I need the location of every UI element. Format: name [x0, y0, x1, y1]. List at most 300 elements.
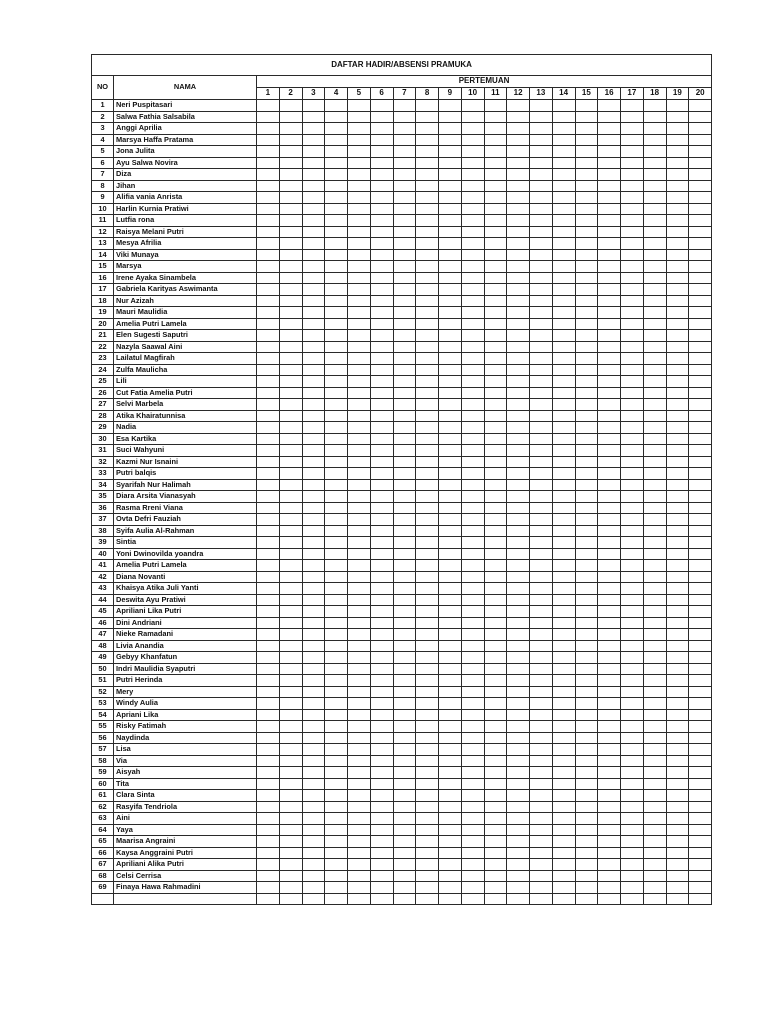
- attendance-cell[interactable]: [302, 859, 325, 871]
- attendance-cell[interactable]: [461, 640, 484, 652]
- attendance-cell[interactable]: [507, 433, 530, 445]
- attendance-cell[interactable]: [598, 859, 621, 871]
- attendance-cell[interactable]: [507, 870, 530, 882]
- attendance-cell[interactable]: [484, 433, 507, 445]
- attendance-cell[interactable]: [416, 686, 439, 698]
- attendance-cell[interactable]: [393, 100, 416, 112]
- attendance-cell[interactable]: [689, 111, 712, 123]
- attendance-cell[interactable]: [279, 640, 302, 652]
- attendance-cell[interactable]: [484, 824, 507, 836]
- attendance-cell[interactable]: [302, 479, 325, 491]
- attendance-cell[interactable]: [621, 318, 644, 330]
- attendance-cell[interactable]: [666, 468, 689, 480]
- attendance-cell[interactable]: [643, 100, 666, 112]
- attendance-cell[interactable]: [666, 732, 689, 744]
- attendance-cell[interactable]: [643, 675, 666, 687]
- attendance-cell[interactable]: [348, 180, 371, 192]
- attendance-cell[interactable]: [643, 790, 666, 802]
- attendance-cell[interactable]: [393, 295, 416, 307]
- attendance-cell[interactable]: [393, 882, 416, 894]
- attendance-cell[interactable]: [461, 560, 484, 572]
- attendance-cell[interactable]: [598, 537, 621, 549]
- attendance-cell[interactable]: [666, 870, 689, 882]
- attendance-cell[interactable]: [416, 318, 439, 330]
- attendance-cell[interactable]: [279, 330, 302, 342]
- attendance-cell[interactable]: [279, 169, 302, 181]
- attendance-cell[interactable]: [461, 525, 484, 537]
- attendance-cell[interactable]: [393, 215, 416, 227]
- attendance-cell[interactable]: [257, 606, 280, 618]
- attendance-cell[interactable]: [325, 755, 348, 767]
- attendance-cell[interactable]: [279, 594, 302, 606]
- attendance-cell[interactable]: [393, 686, 416, 698]
- attendance-cell[interactable]: [598, 606, 621, 618]
- attendance-cell[interactable]: [348, 134, 371, 146]
- attendance-cell[interactable]: [257, 479, 280, 491]
- attendance-cell[interactable]: [575, 709, 598, 721]
- attendance-cell[interactable]: [302, 732, 325, 744]
- attendance-cell[interactable]: [552, 629, 575, 641]
- attendance-cell[interactable]: [439, 410, 462, 422]
- attendance-cell[interactable]: [416, 215, 439, 227]
- attendance-cell[interactable]: [348, 824, 371, 836]
- attendance-cell[interactable]: [439, 583, 462, 595]
- attendance-cell[interactable]: [507, 583, 530, 595]
- attendance-cell[interactable]: [666, 836, 689, 848]
- attendance-cell[interactable]: [689, 525, 712, 537]
- attendance-cell[interactable]: [689, 514, 712, 526]
- attendance-cell[interactable]: [530, 226, 553, 238]
- attendance-cell[interactable]: [461, 364, 484, 376]
- attendance-cell[interactable]: [348, 675, 371, 687]
- attendance-cell[interactable]: [598, 192, 621, 204]
- attendance-cell[interactable]: [689, 778, 712, 790]
- attendance-cell[interactable]: [257, 422, 280, 434]
- attendance-cell[interactable]: [461, 502, 484, 514]
- attendance-cell[interactable]: [257, 652, 280, 664]
- attendance-cell[interactable]: [325, 284, 348, 296]
- attendance-cell[interactable]: [348, 456, 371, 468]
- attendance-cell[interactable]: [507, 157, 530, 169]
- attendance-cell[interactable]: [279, 859, 302, 871]
- attendance-cell[interactable]: [507, 663, 530, 675]
- attendance-cell[interactable]: [552, 399, 575, 411]
- attendance-cell[interactable]: [621, 525, 644, 537]
- attendance-cell[interactable]: [257, 157, 280, 169]
- attendance-cell[interactable]: [461, 203, 484, 215]
- attendance-cell[interactable]: [257, 295, 280, 307]
- attendance-cell[interactable]: [689, 721, 712, 733]
- attendance-cell[interactable]: [484, 445, 507, 457]
- attendance-cell[interactable]: [507, 146, 530, 158]
- attendance-cell[interactable]: [621, 295, 644, 307]
- attendance-cell[interactable]: [416, 652, 439, 664]
- attendance-cell[interactable]: [484, 675, 507, 687]
- attendance-cell[interactable]: [461, 353, 484, 365]
- attendance-cell[interactable]: [666, 410, 689, 422]
- attendance-cell[interactable]: [439, 353, 462, 365]
- attendance-cell[interactable]: [484, 456, 507, 468]
- attendance-cell[interactable]: [257, 387, 280, 399]
- attendance-cell[interactable]: [393, 675, 416, 687]
- attendance-cell[interactable]: [484, 778, 507, 790]
- attendance-cell[interactable]: [484, 698, 507, 710]
- attendance-cell[interactable]: [348, 571, 371, 583]
- attendance-cell[interactable]: [598, 847, 621, 859]
- attendance-cell[interactable]: [598, 157, 621, 169]
- attendance-cell[interactable]: [370, 261, 393, 273]
- attendance-cell[interactable]: [279, 882, 302, 894]
- attendance-cell[interactable]: [552, 180, 575, 192]
- attendance-cell[interactable]: [348, 376, 371, 388]
- attendance-cell[interactable]: [257, 134, 280, 146]
- attendance-cell[interactable]: [461, 767, 484, 779]
- attendance-cell[interactable]: [302, 468, 325, 480]
- attendance-cell[interactable]: [348, 732, 371, 744]
- attendance-cell[interactable]: [530, 192, 553, 204]
- attendance-cell[interactable]: [416, 341, 439, 353]
- attendance-cell[interactable]: [348, 410, 371, 422]
- attendance-cell[interactable]: [370, 732, 393, 744]
- attendance-cell[interactable]: [302, 318, 325, 330]
- attendance-cell[interactable]: [370, 422, 393, 434]
- attendance-cell[interactable]: [552, 709, 575, 721]
- attendance-cell[interactable]: [598, 215, 621, 227]
- attendance-cell[interactable]: [257, 353, 280, 365]
- attendance-cell[interactable]: [302, 801, 325, 813]
- attendance-cell[interactable]: [530, 560, 553, 572]
- attendance-cell[interactable]: [302, 157, 325, 169]
- attendance-cell[interactable]: [461, 571, 484, 583]
- attendance-cell[interactable]: [325, 169, 348, 181]
- attendance-cell[interactable]: [325, 123, 348, 135]
- attendance-cell[interactable]: [461, 376, 484, 388]
- attendance-cell[interactable]: [689, 330, 712, 342]
- attendance-cell[interactable]: [643, 330, 666, 342]
- attendance-cell[interactable]: [484, 203, 507, 215]
- attendance-cell[interactable]: [257, 215, 280, 227]
- attendance-cell[interactable]: [621, 422, 644, 434]
- attendance-cell[interactable]: [666, 387, 689, 399]
- attendance-cell[interactable]: [325, 790, 348, 802]
- attendance-cell[interactable]: [484, 330, 507, 342]
- attendance-cell[interactable]: [598, 261, 621, 273]
- attendance-cell[interactable]: [416, 893, 439, 905]
- attendance-cell[interactable]: [370, 180, 393, 192]
- attendance-cell[interactable]: [348, 249, 371, 261]
- attendance-cell[interactable]: [439, 882, 462, 894]
- attendance-cell[interactable]: [257, 732, 280, 744]
- attendance-cell[interactable]: [325, 364, 348, 376]
- attendance-cell[interactable]: [348, 318, 371, 330]
- attendance-cell[interactable]: [530, 203, 553, 215]
- attendance-cell[interactable]: [348, 514, 371, 526]
- attendance-cell[interactable]: [325, 111, 348, 123]
- attendance-cell[interactable]: [461, 215, 484, 227]
- attendance-cell[interactable]: [325, 663, 348, 675]
- attendance-cell[interactable]: [530, 491, 553, 503]
- attendance-cell[interactable]: [416, 824, 439, 836]
- attendance-cell[interactable]: [530, 732, 553, 744]
- attendance-cell[interactable]: [575, 330, 598, 342]
- attendance-cell[interactable]: [689, 824, 712, 836]
- attendance-cell[interactable]: [279, 870, 302, 882]
- attendance-cell[interactable]: [416, 870, 439, 882]
- attendance-cell[interactable]: [439, 525, 462, 537]
- attendance-cell[interactable]: [666, 249, 689, 261]
- attendance-cell[interactable]: [666, 652, 689, 664]
- attendance-cell[interactable]: [393, 364, 416, 376]
- attendance-cell[interactable]: [370, 560, 393, 572]
- attendance-cell[interactable]: [643, 157, 666, 169]
- attendance-cell[interactable]: [279, 698, 302, 710]
- attendance-cell[interactable]: [530, 525, 553, 537]
- attendance-cell[interactable]: [325, 594, 348, 606]
- attendance-cell[interactable]: [279, 364, 302, 376]
- attendance-cell[interactable]: [621, 617, 644, 629]
- attendance-cell[interactable]: [530, 548, 553, 560]
- attendance-cell[interactable]: [643, 721, 666, 733]
- attendance-cell[interactable]: [439, 652, 462, 664]
- attendance-cell[interactable]: [257, 859, 280, 871]
- attendance-cell[interactable]: [348, 709, 371, 721]
- attendance-cell[interactable]: [325, 847, 348, 859]
- attendance-cell[interactable]: [507, 445, 530, 457]
- attendance-cell[interactable]: [393, 571, 416, 583]
- attendance-cell[interactable]: [575, 594, 598, 606]
- attendance-cell[interactable]: [393, 652, 416, 664]
- attendance-cell[interactable]: [689, 663, 712, 675]
- attendance-cell[interactable]: [325, 870, 348, 882]
- attendance-cell[interactable]: [666, 882, 689, 894]
- attendance-cell[interactable]: [484, 307, 507, 319]
- attendance-cell[interactable]: [643, 548, 666, 560]
- attendance-cell[interactable]: [621, 284, 644, 296]
- attendance-cell[interactable]: [530, 813, 553, 825]
- attendance-cell[interactable]: [279, 456, 302, 468]
- attendance-cell[interactable]: [507, 180, 530, 192]
- attendance-cell[interactable]: [621, 801, 644, 813]
- attendance-cell[interactable]: [507, 790, 530, 802]
- attendance-cell[interactable]: [666, 721, 689, 733]
- attendance-cell[interactable]: [666, 514, 689, 526]
- attendance-cell[interactable]: [575, 433, 598, 445]
- attendance-cell[interactable]: [416, 226, 439, 238]
- attendance-cell[interactable]: [416, 445, 439, 457]
- attendance-cell[interactable]: [621, 594, 644, 606]
- attendance-cell[interactable]: [598, 111, 621, 123]
- attendance-cell[interactable]: [279, 376, 302, 388]
- attendance-cell[interactable]: [302, 893, 325, 905]
- attendance-cell[interactable]: [370, 502, 393, 514]
- attendance-cell[interactable]: [348, 307, 371, 319]
- attendance-cell[interactable]: [507, 249, 530, 261]
- attendance-cell[interactable]: [393, 893, 416, 905]
- attendance-cell[interactable]: [507, 571, 530, 583]
- attendance-cell[interactable]: [439, 594, 462, 606]
- attendance-cell[interactable]: [575, 836, 598, 848]
- attendance-cell[interactable]: [279, 721, 302, 733]
- attendance-cell[interactable]: [507, 330, 530, 342]
- attendance-cell[interactable]: [393, 778, 416, 790]
- attendance-cell[interactable]: [393, 594, 416, 606]
- attendance-cell[interactable]: [348, 721, 371, 733]
- attendance-cell[interactable]: [279, 261, 302, 273]
- attendance-cell[interactable]: [439, 755, 462, 767]
- attendance-cell[interactable]: [484, 548, 507, 560]
- attendance-cell[interactable]: [621, 836, 644, 848]
- attendance-cell[interactable]: [302, 364, 325, 376]
- attendance-cell[interactable]: [461, 307, 484, 319]
- attendance-cell[interactable]: [598, 169, 621, 181]
- attendance-cell[interactable]: [666, 284, 689, 296]
- attendance-cell[interactable]: [552, 376, 575, 388]
- attendance-cell[interactable]: [416, 698, 439, 710]
- attendance-cell[interactable]: [370, 169, 393, 181]
- attendance-cell[interactable]: [530, 364, 553, 376]
- attendance-cell[interactable]: [461, 514, 484, 526]
- attendance-cell[interactable]: [621, 433, 644, 445]
- attendance-cell[interactable]: [507, 468, 530, 480]
- attendance-cell[interactable]: [348, 192, 371, 204]
- attendance-cell[interactable]: [666, 663, 689, 675]
- attendance-cell[interactable]: [552, 801, 575, 813]
- attendance-cell[interactable]: [621, 514, 644, 526]
- attendance-cell[interactable]: [393, 698, 416, 710]
- attendance-cell[interactable]: [416, 721, 439, 733]
- attendance-cell[interactable]: [370, 548, 393, 560]
- attendance-cell[interactable]: [575, 652, 598, 664]
- attendance-cell[interactable]: [689, 767, 712, 779]
- attendance-cell[interactable]: [689, 180, 712, 192]
- attendance-cell[interactable]: [325, 893, 348, 905]
- attendance-cell[interactable]: [507, 192, 530, 204]
- attendance-cell[interactable]: [416, 169, 439, 181]
- attendance-cell[interactable]: [666, 353, 689, 365]
- attendance-cell[interactable]: [507, 652, 530, 664]
- attendance-cell[interactable]: [575, 824, 598, 836]
- attendance-cell[interactable]: [325, 146, 348, 158]
- attendance-cell[interactable]: [393, 606, 416, 618]
- attendance-cell[interactable]: [393, 502, 416, 514]
- attendance-cell[interactable]: [621, 146, 644, 158]
- attendance-cell[interactable]: [439, 721, 462, 733]
- attendance-cell[interactable]: [621, 468, 644, 480]
- attendance-cell[interactable]: [621, 583, 644, 595]
- attendance-cell[interactable]: [598, 123, 621, 135]
- attendance-cell[interactable]: [666, 364, 689, 376]
- attendance-cell[interactable]: [484, 399, 507, 411]
- attendance-cell[interactable]: [416, 801, 439, 813]
- attendance-cell[interactable]: [393, 272, 416, 284]
- attendance-cell[interactable]: [689, 249, 712, 261]
- attendance-cell[interactable]: [325, 157, 348, 169]
- attendance-cell[interactable]: [325, 548, 348, 560]
- attendance-cell[interactable]: [598, 203, 621, 215]
- attendance-cell[interactable]: [643, 571, 666, 583]
- attendance-cell[interactable]: [393, 721, 416, 733]
- attendance-cell[interactable]: [530, 594, 553, 606]
- attendance-cell[interactable]: [530, 445, 553, 457]
- attendance-cell[interactable]: [325, 813, 348, 825]
- attendance-cell[interactable]: [666, 744, 689, 756]
- attendance-cell[interactable]: [643, 709, 666, 721]
- attendance-cell[interactable]: [666, 134, 689, 146]
- attendance-cell[interactable]: [279, 709, 302, 721]
- attendance-cell[interactable]: [439, 146, 462, 158]
- attendance-cell[interactable]: [257, 203, 280, 215]
- attendance-cell[interactable]: [439, 790, 462, 802]
- attendance-cell[interactable]: [621, 134, 644, 146]
- attendance-cell[interactable]: [370, 146, 393, 158]
- attendance-cell[interactable]: [348, 100, 371, 112]
- attendance-cell[interactable]: [461, 226, 484, 238]
- attendance-cell[interactable]: [325, 353, 348, 365]
- attendance-cell[interactable]: [302, 617, 325, 629]
- attendance-cell[interactable]: [348, 157, 371, 169]
- attendance-cell[interactable]: [302, 698, 325, 710]
- attendance-cell[interactable]: [257, 583, 280, 595]
- attendance-cell[interactable]: [575, 169, 598, 181]
- attendance-cell[interactable]: [507, 813, 530, 825]
- attendance-cell[interactable]: [257, 836, 280, 848]
- attendance-cell[interactable]: [302, 652, 325, 664]
- attendance-cell[interactable]: [370, 123, 393, 135]
- attendance-cell[interactable]: [439, 744, 462, 756]
- attendance-cell[interactable]: [393, 548, 416, 560]
- attendance-cell[interactable]: [279, 663, 302, 675]
- attendance-cell[interactable]: [530, 767, 553, 779]
- attendance-cell[interactable]: [416, 433, 439, 445]
- attendance-cell[interactable]: [643, 123, 666, 135]
- attendance-cell[interactable]: [530, 272, 553, 284]
- attendance-cell[interactable]: [279, 778, 302, 790]
- attendance-cell[interactable]: [507, 215, 530, 227]
- attendance-cell[interactable]: [325, 652, 348, 664]
- attendance-cell[interactable]: [325, 215, 348, 227]
- attendance-cell[interactable]: [484, 284, 507, 296]
- attendance-cell[interactable]: [461, 617, 484, 629]
- attendance-cell[interactable]: [439, 640, 462, 652]
- attendance-cell[interactable]: [575, 514, 598, 526]
- attendance-cell[interactable]: [370, 813, 393, 825]
- attendance-cell[interactable]: [689, 870, 712, 882]
- attendance-cell[interactable]: [643, 698, 666, 710]
- attendance-cell[interactable]: [621, 330, 644, 342]
- attendance-cell[interactable]: [325, 744, 348, 756]
- attendance-cell[interactable]: [393, 468, 416, 480]
- attendance-cell[interactable]: [484, 640, 507, 652]
- attendance-cell[interactable]: [416, 606, 439, 618]
- attendance-cell[interactable]: [666, 295, 689, 307]
- attendance-cell[interactable]: [530, 238, 553, 250]
- attendance-cell[interactable]: [621, 226, 644, 238]
- attendance-cell[interactable]: [484, 422, 507, 434]
- attendance-cell[interactable]: [507, 801, 530, 813]
- attendance-cell[interactable]: [507, 698, 530, 710]
- attendance-cell[interactable]: [279, 249, 302, 261]
- attendance-cell[interactable]: [484, 502, 507, 514]
- attendance-cell[interactable]: [484, 571, 507, 583]
- attendance-cell[interactable]: [257, 824, 280, 836]
- attendance-cell[interactable]: [643, 813, 666, 825]
- attendance-cell[interactable]: [575, 249, 598, 261]
- attendance-cell[interactable]: [325, 479, 348, 491]
- attendance-cell[interactable]: [257, 445, 280, 457]
- attendance-cell[interactable]: [621, 847, 644, 859]
- attendance-cell[interactable]: [461, 629, 484, 641]
- attendance-cell[interactable]: [575, 295, 598, 307]
